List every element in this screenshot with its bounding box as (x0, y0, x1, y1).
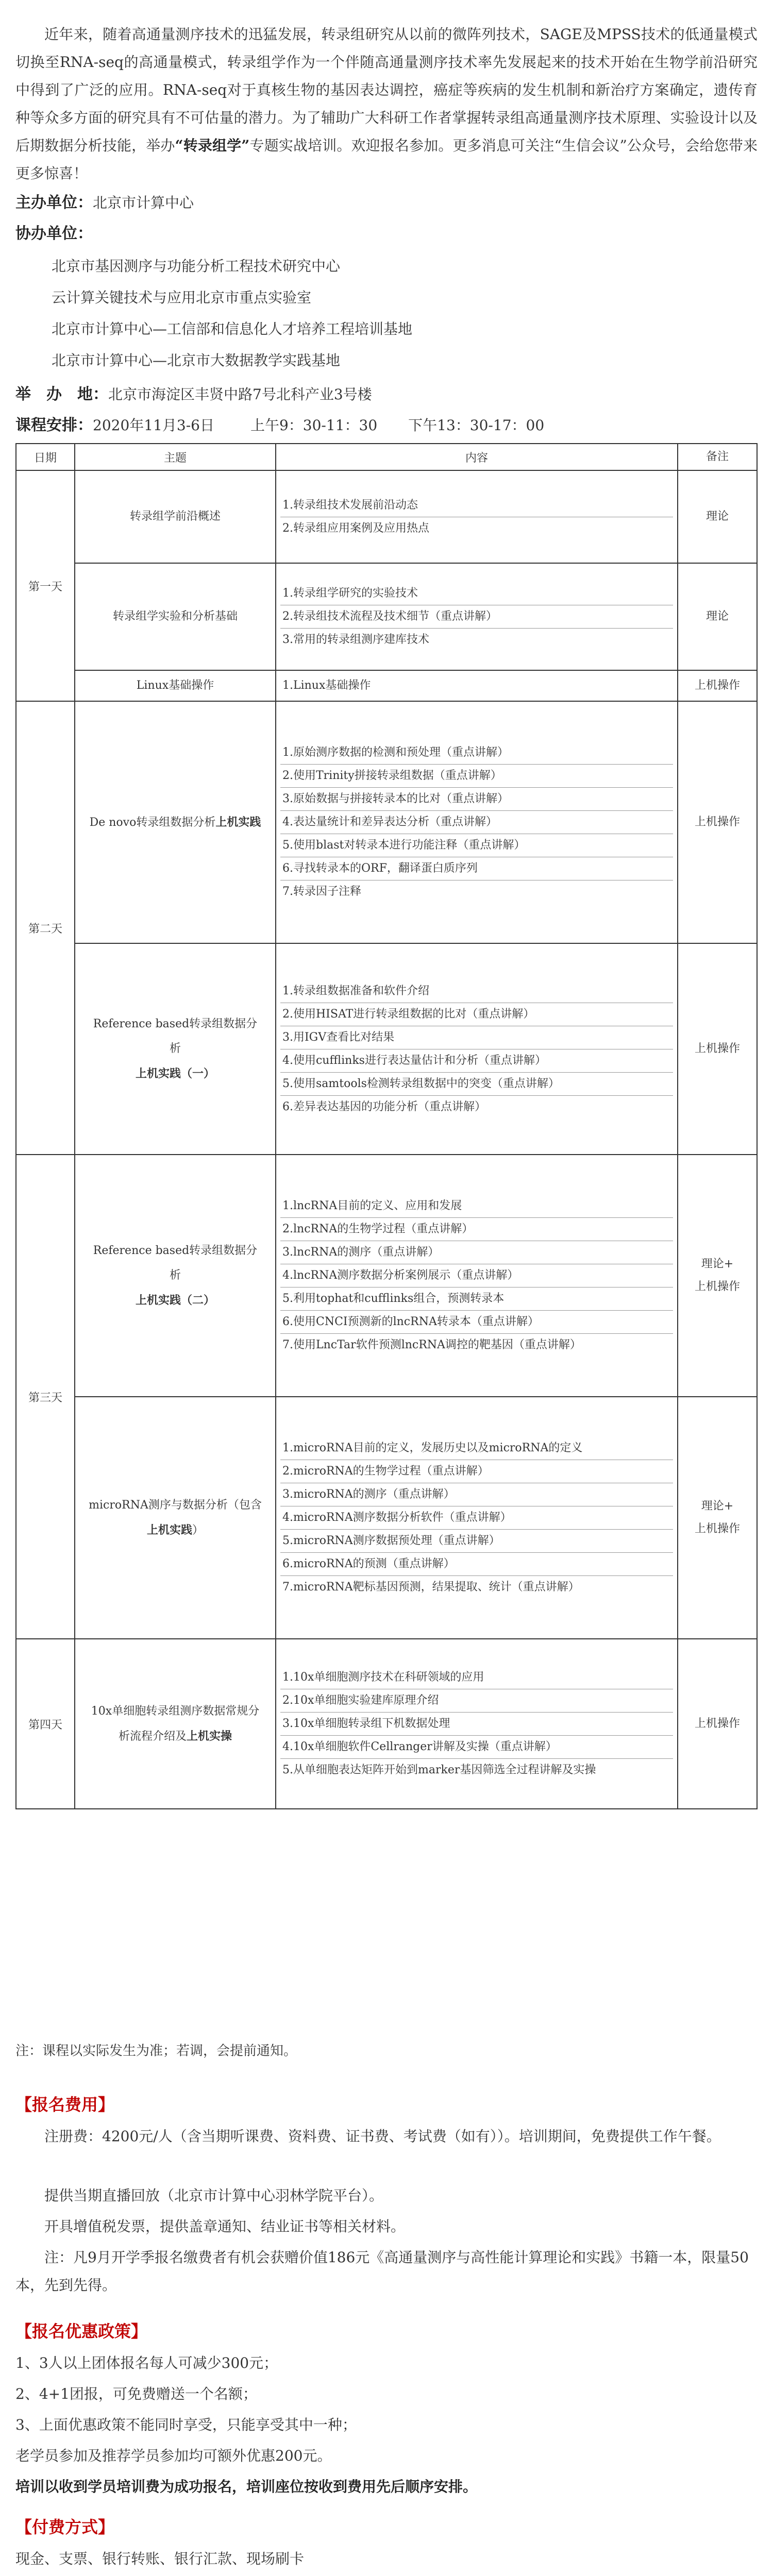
content-item: 4.microRNA测序数据分析软件（重点讲解） (280, 1506, 673, 1530)
topic-text: Linux基础操作 (136, 679, 214, 692)
content-item: 3.原始数据与拼接转录本的比对（重点讲解） (280, 788, 673, 811)
topic-cell (75, 670, 276, 701)
day-cell: 第四天 (16, 1639, 75, 1809)
discount-item: 1、3人以上团体报名每人可减少300元； (15, 2354, 278, 2371)
day-cell: 第三天 (16, 1155, 75, 1639)
venue-line (15, 381, 372, 404)
topic-text: microRNA测序与数据分析（包含 (89, 1498, 262, 1512)
header-topic: 主题 (75, 444, 276, 470)
content-item: 2.转录组应用案例及应用热点 (282, 521, 429, 535)
content-item: 2.microRNA的生物学过程（重点讲解） (280, 1460, 673, 1483)
time-date: 2020年11月3-6日 (93, 417, 214, 434)
content-item: 3.microRNA的测序（重点讲解） (280, 1483, 673, 1506)
table-row (16, 1155, 757, 1397)
topic-cell (75, 943, 276, 1155)
content-item: 6.使用CNCI预测新的lncRNA转录本（重点讲解） (280, 1311, 673, 1334)
table-row (16, 943, 757, 1155)
topic-cell (75, 470, 276, 563)
remark-cell: 上机操作 (678, 670, 757, 701)
content-item: 2.10x单细胞实验建库原理介绍 (280, 1689, 673, 1713)
discount-item: 2、4+1团报，可免费赠送一个名额； (15, 2385, 257, 2402)
content-item: 5.使用samtools检测转录组数据中的突变（重点讲解） (280, 1073, 673, 1096)
topic-bold: 上机实践 (215, 815, 261, 829)
remark-cell: 理论 (678, 470, 757, 563)
content-item: 6.差异表达基因的功能分析（重点讲解） (282, 1100, 486, 1113)
venue-label: 举 办 地： (15, 385, 108, 403)
intro-text: 近年来，随着高通量测序技术的迅猛发展，转录组研究从以前的微阵列技术，SAGE及MPSS技术的低通量模式切换至RNA-seq的高通量模式，转录组学作为一个伴随高通量测序技术率先发展起来的技术开始在生物学前沿研究中得到了广泛的应用。RNA-seq对于真核生物的基因表达调控，癌症等疾病的发生机制和新治疗方案确定，遗传育种等众多方面的研究具有不可估量的潜力。为了辅助广大科研工作者掌握转录组高通量测序技术原理、实验设计以及后期数据分析技能，举办 (15, 26, 758, 154)
content-item: 3.常用的转录组测序建库技术 (282, 633, 429, 646)
remark-cell (678, 1397, 757, 1639)
time-label: 课程安排： (15, 416, 93, 434)
discount-alumni: 老学员参加及推荐学员参加均可额外优惠200元。 (15, 2447, 332, 2464)
remark-cell: 上机操作 (678, 1639, 757, 1809)
content-cell (276, 1155, 678, 1397)
remark-text: 理论+ (701, 1258, 734, 1270)
content-cell (276, 1639, 678, 1809)
content-item: 5.使用blast对转录本进行功能注释（重点讲解） (280, 834, 673, 857)
content-item: 7.转录因子注释 (282, 885, 361, 898)
content-item: 7.使用LncTar软件预测lncRNA调控的靶基因（重点讲解） (282, 1338, 581, 1351)
content-item: 2.转录组技术流程及技术细节（重点讲解） (280, 605, 673, 629)
schedule-note: 注：课程以实际发生为准；若调，会提前通知。 (15, 2043, 297, 2059)
content-cell (276, 470, 678, 563)
topic-cell (75, 563, 276, 670)
venue-value: 北京市海淀区丰贤中路7号北科产业3号楼 (108, 386, 372, 403)
intro-tail: 专题实战培训。欢迎报名参加。更多消息可关注“生信会议”公众号，会给您带来更多惊喜！ (15, 137, 758, 182)
content-item: 5.利用tophat和cufflinks组合，预测转录本 (280, 1287, 673, 1311)
time-am: 上午9：30-11：30 (250, 417, 378, 434)
content-item: 7.microRNA靶标基因预测，结果提取、统计（重点讲解） (282, 1581, 580, 1594)
remark-cell: 理论 (678, 563, 757, 670)
topic-cell (75, 1155, 276, 1397)
co-organizer-item: 北京市基因测序与功能分析工程技术研究中心 (52, 258, 341, 275)
payment-heading: 【付费方式】 (15, 2517, 115, 2537)
content-item: 4.lncRNA测序数据分析案例展示（重点讲解） (280, 1264, 673, 1287)
content-item: 4.10x单细胞软件Cellranger讲解及实操（重点讲解） (280, 1736, 673, 1759)
fees-p2: 提供当期直播回放（北京市计算中心羽林学院平台）。 (44, 2187, 384, 2204)
table-header-row (16, 444, 757, 470)
table-row (16, 670, 757, 701)
content-item: 5.从单细胞表达矩阵开始到marker基因筛选全过程讲解及实操 (282, 1764, 596, 1776)
content-item: 5.microRNA测序数据预处理（重点讲解） (280, 1530, 673, 1553)
table-row (16, 701, 757, 943)
content-cell (276, 701, 678, 943)
organizer-label: 主办单位： (15, 194, 93, 212)
fees-p3: 开具增值税发票，提供盖章通知、结业证书等相关材料。 (44, 2218, 406, 2235)
content-item: 3.10x单细胞转录组下机数据处理 (280, 1713, 673, 1736)
remark-text: 上机操作 (694, 1280, 740, 1293)
co-organizer-item: 北京市计算中心—北京市大数据教学实践基地 (52, 352, 341, 369)
topic-text: 转录组学前沿概述 (129, 510, 221, 523)
discount-heading: 【报名优惠政策】 (15, 2321, 148, 2341)
content-item: 1.microRNA目前的定义，发展历史以及microRNA的定义 (280, 1437, 673, 1460)
topic-bold: 上机实践（二） (135, 1293, 215, 1307)
content-item: 6.寻找转录本的ORF，翻译蛋白质序列 (280, 857, 673, 880)
topic-text: Reference based转录组数据分析 (93, 1017, 258, 1055)
content-item: 2.lncRNA的生物学过程（重点讲解） (280, 1218, 673, 1241)
content-item: 2.使用Trinity拼接转录组数据（重点讲解） (280, 765, 673, 788)
content-cell (276, 670, 678, 701)
table-row (16, 563, 757, 670)
header-content: 内容 (276, 444, 678, 470)
co-organizer-label: 协办单位： (15, 225, 93, 243)
organizer-line (15, 190, 194, 212)
content-item: 4.使用cufflinks进行表达量估计和分析（重点讲解） (280, 1049, 673, 1073)
topic-text: De novo转录组数据分析 (89, 816, 216, 829)
content-item: 6.microRNA的预测（重点讲解） (280, 1553, 673, 1576)
header-date: 日期 (16, 444, 75, 470)
topic-bold: 上机实践 (146, 1523, 192, 1537)
remark-text: 理论+ (701, 1500, 734, 1513)
content-cell (276, 1397, 678, 1639)
topic-bold: 上机实操 (187, 1729, 232, 1743)
topic-bold: 上机实践（一） (135, 1066, 215, 1080)
fees-heading: 【报名费用】 (15, 2095, 115, 2114)
content-item: 1.lncRNA目前的定义、应用和发展 (280, 1195, 673, 1218)
content-item: 1.10x单细胞测序技术在科研领域的应用 (280, 1666, 673, 1689)
topic-text: 转录组学实验和分析基础 (112, 610, 238, 623)
payment-methods: 现金、支票、银行转账、银行汇款、现场刷卡 (15, 2550, 305, 2567)
discount-item: 3、上面优惠政策不能同时享受，只能享受其中一种； (15, 2416, 357, 2433)
remark-cell (678, 1155, 757, 1397)
co-organizer-item: 北京市计算中心—工信部和信息化人才培养工程培训基地 (52, 320, 413, 337)
content-cell (276, 563, 678, 670)
time-pm: 下午13：30-17：00 (408, 417, 545, 434)
content-item: 2.使用HISAT进行转录组数据的比对（重点讲解） (280, 1003, 673, 1026)
intro-paragraph (15, 21, 758, 188)
header-remark: 备注 (678, 444, 757, 470)
fees-p1: 注册费：4200元/人（含当期听课费、资料费、证书费、考试费（如有））。培训期间，免费提供工作午餐。 (44, 2128, 721, 2145)
organizer-value: 北京市计算中心 (93, 194, 194, 211)
content-item: 1.转录组学研究的实验技术 (280, 582, 673, 605)
topic-text: 10x单细胞转录组测序数据常规分析流程介绍及 (91, 1704, 260, 1743)
payment-unit (15, 2571, 758, 2576)
co-organizer-line (15, 221, 93, 243)
topic-cell (75, 701, 276, 943)
intro-highlight: “转录组学” (175, 137, 250, 154)
content-item: 3.lncRNA的测序（重点讲解） (280, 1241, 673, 1264)
time-line (15, 412, 544, 435)
remark-cell: 上机操作 (678, 943, 757, 1155)
content-item: 3.用IGV查看比对结果 (280, 1026, 673, 1049)
table-row (16, 1397, 757, 1639)
co-organizer-item: 云计算关键技术与应用北京市重点实验室 (52, 289, 312, 306)
discount-bold: 培训以收到学员培训费为成功报名，培训座位按收到费用先后顺序安排。 (15, 2478, 478, 2495)
topic-text: Reference based转录组数据分析 (93, 1244, 258, 1282)
table-row (16, 1639, 757, 1809)
content-item: 1.转录组数据准备和软件介绍 (280, 980, 673, 1003)
topic-tail: ） (192, 1523, 204, 1537)
remark-cell: 上机操作 (678, 701, 757, 943)
remark-text: 上机操作 (694, 1522, 740, 1535)
day-cell: 第一天 (16, 470, 75, 701)
topic-cell (75, 1639, 276, 1809)
schedule-table (15, 443, 758, 1809)
content-item: 4.表达量统计和差异表达分析（重点讲解） (280, 811, 673, 834)
day-cell: 第二天 (16, 701, 75, 1155)
content-item: 1.原始测序数据的检测和预处理（重点讲解） (280, 741, 673, 765)
table-row (16, 470, 757, 563)
content-cell (276, 943, 678, 1155)
fees-note: 注：凡9月开学季报名缴费者有机会获赠价值186元《高通量测序与高性能计算理论和实践》书籍一本，限量50本，先到先得。 (15, 2249, 749, 2294)
content-item: 1.Linux基础操作 (282, 679, 371, 692)
content-item: 1.转录组技术发展前沿动态 (280, 494, 673, 517)
topic-cell (75, 1397, 276, 1639)
